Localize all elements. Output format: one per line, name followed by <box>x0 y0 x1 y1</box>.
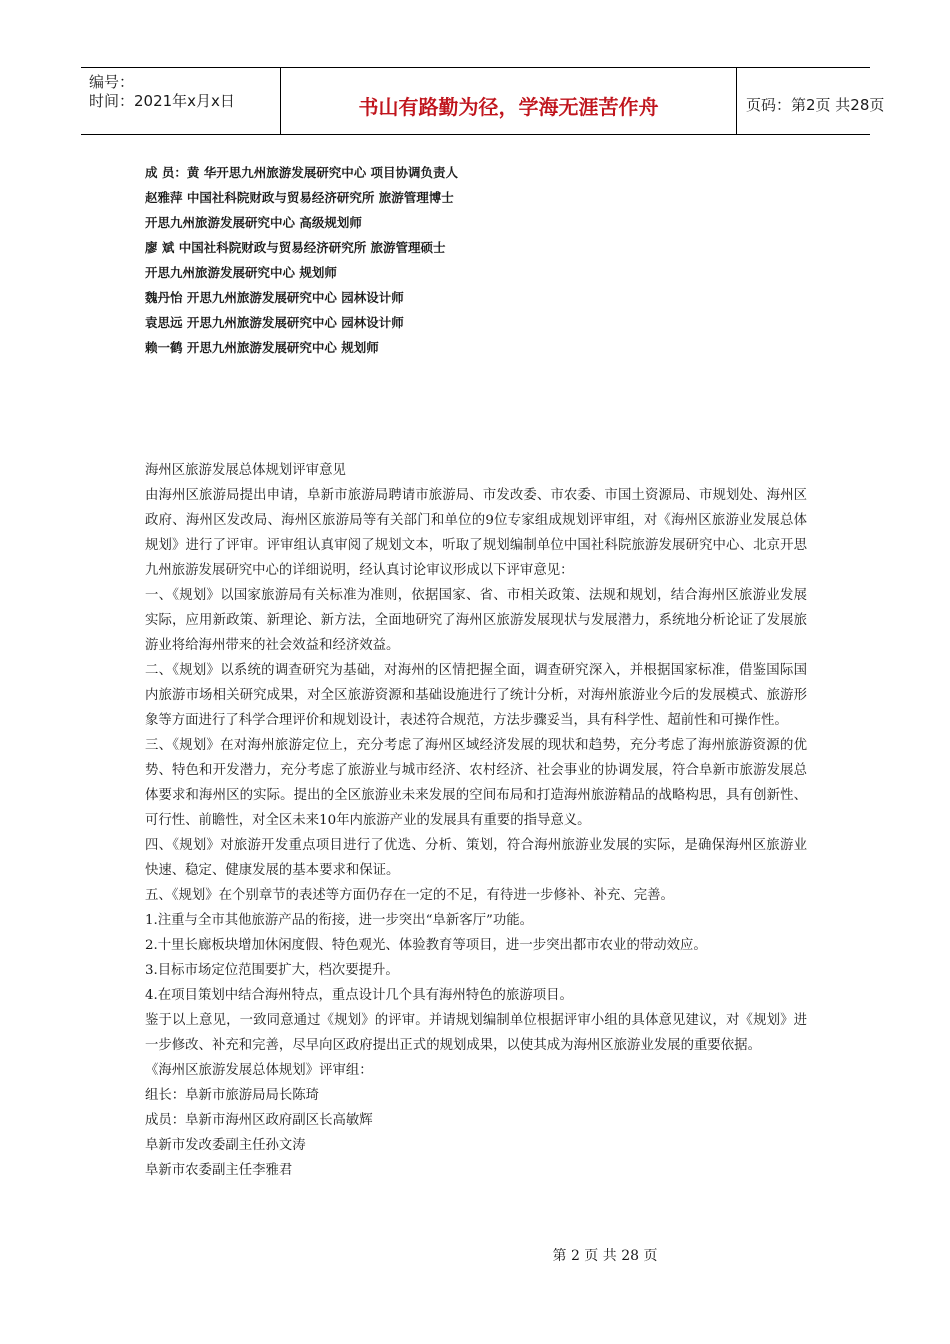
member-line: 开思九州旅游发展研究中心 规划师 <box>145 265 337 280</box>
paragraph: 组长：阜新市旅游局局长陈琦 <box>145 1088 320 1103</box>
page-footer-number: 第 2 页 共 28 页 <box>552 1248 658 1264</box>
header-meta-cell <box>81 68 281 134</box>
member-line: 袁思远 开思九州旅游发展研究中心 园林设计师 <box>145 315 404 330</box>
paragraph: 二、《规划》以系统的调查研究为基础，对海州的区情把握全面，调查研究深入，并根据国家标准，借鉴国际国内旅游市场相关研究成果，对全区旅游资源和基础设施进行了统计分析，对海州旅游业今后的发展模式、旅游形象等方面进行了科学合理评价和规划设计，表述符合规范，方法步骤妥当，具有科学性、超前性和可操作性。 <box>145 663 807 728</box>
member-line: 开思九州旅游发展研究中心 高级规划师 <box>145 215 362 230</box>
paragraph: 阜新市农委副主任李雅君 <box>145 1163 293 1178</box>
review-opinion-body <box>145 458 807 1183</box>
member-line: 成 员：黄 华开思九州旅游发展研究中心 项目协调负责人 <box>145 165 459 180</box>
team-members-list <box>145 160 458 360</box>
paragraph: 四、《规划》对旅游开发重点项目进行了优选、分析、策划，符合海州旅游业发展的实际，是确保海州区旅游业快速、稳定、健康发展的基本要求和保证。 <box>145 838 807 878</box>
paragraph: 3.目标市场定位范围要扩大，档次要提升。 <box>145 963 399 978</box>
motto-text: 书山有路勤为径，学海无涯苦作舟 <box>358 95 659 119</box>
member-line: 廖 斌 中国社科院财政与贸易经济研究所 旅游管理硕士 <box>145 240 446 255</box>
document-time-label: 时间：2021年x月x日 <box>89 92 235 110</box>
paragraph: 2.十里长廊板块增加休闲度假、特色观光、体验教育等项目，进一步突出都市农业的带动效应。 <box>145 938 707 953</box>
header-motto-cell <box>281 68 737 134</box>
paragraph: 一、《规划》以国家旅游局有关标准为准则，依据国家、省、市相关政策、法规和规划，结合海州区旅游业发展实际，应用新政策、新理论、新方法，全面地研究了海州区旅游发展现状与发展潜力，系统地分析论证了发展旅游业将给海州带来的社会效益和经济效益。 <box>145 588 807 653</box>
page-header <box>81 67 885 135</box>
paragraph: 鉴于以上意见，一致同意通过《规划》的评审。并请规划编制单位根据评审小组的具体意见建议，对《规划》进一步修改、补充和完善，尽早向区政府提出正式的规划成果，以使其成为海州区旅游业发展的重要依据。 <box>145 1013 807 1053</box>
member-line: 赖一鹤 开思九州旅游发展研究中心 规划师 <box>145 340 379 355</box>
paragraph: 1.注重与全市其他旅游产品的衔接，进一步突出“阜新客厅”功能。 <box>145 913 534 928</box>
paragraph: 《海州区旅游发展总体规划》评审组： <box>145 1063 373 1078</box>
paragraph: 4.在项目策划中结合海州特点，重点设计几个具有海州特色的旅游项目。 <box>145 988 573 1003</box>
header-page-cell <box>737 68 885 134</box>
header-page-info: 页码：第2页 共28页 <box>746 96 885 114</box>
paragraph: 三、《规划》在对海州旅游定位上，充分考虑了海州区域经济发展的现状和趋势，充分考虑了海州旅游资源的优势、特色和开发潜力，充分考虑了旅游业与城市经济、农村经济、社会事业的协调发展，符合阜新市旅游发展总体要求和海州区的实际。提出的全区旅游业未来发展的空间布局和打造海州旅游精品的战略构思，具有创新性、可行性、前瞻性，对全区未来10年内旅游产业的发展具有重要的指导意义。 <box>145 738 807 828</box>
document-number-label: 编号： <box>89 73 135 91</box>
member-line: 魏丹怡 开思九州旅游发展研究中心 园林设计师 <box>145 290 404 305</box>
paragraph: 阜新市发改委副主任孙文涛 <box>145 1138 306 1153</box>
paragraph: 五、《规划》在个别章节的表述等方面仍存在一定的不足，有待进一步修补、补充、完善。 <box>145 888 674 903</box>
paragraph: 由海州区旅游局提出申请，阜新市旅游局聘请市旅游局、市发改委、市农委、市国土资源局、市规划处、海州区政府、海州区发改局、海州区旅游局等有关部门和单位的9位专家组成规划评审组，对《海州区旅游业发展总体规划》进行了评审。评审组认真审阅了规划文本，听取了规划编制单位中国社科院旅游发展研究中心、北京开思九州旅游发展研究中心的详细说明，经认真讨论审议形成以下评审意见： <box>145 488 807 578</box>
member-line: 赵雅萍 中国社科院财政与贸易经济研究所 旅游管理博士 <box>145 190 454 205</box>
paragraph: 成员：阜新市海州区政府副区长高敏辉 <box>145 1113 373 1128</box>
document-title: 海州区旅游发展总体规划评审意见 <box>145 463 346 478</box>
